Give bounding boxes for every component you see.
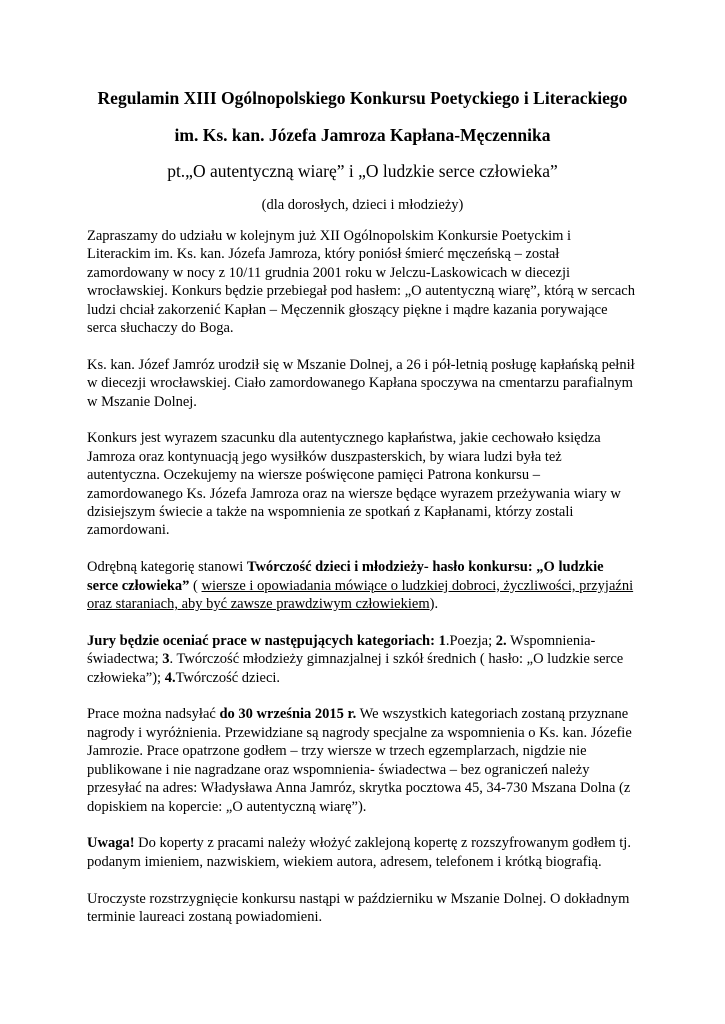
text-span: Odrębną kategorię stanowi: [87, 559, 247, 576]
document-title-patron: im. Ks. kan. Józefa Jamroza Kapłana-Męczennika: [174, 125, 551, 145]
text-span: ).: [429, 596, 439, 613]
document-title: Regulamin XIII Ogólnopolskiego Konkursu Poetyckiego i Literackiego: [97, 88, 628, 108]
text-span: Prace można nadsyłać: [87, 706, 220, 723]
paragraph-patron-bio: Ks. kan. Józef Jamróz urodził się w Mszanie Dolnej, a 26 i pół-letnią posługę kapłańską pełnił w diecezji wrocławskiej. Ciało zamordowanego Kapłana spoczywa na cmentarzu parafialnym w Mszanie Dolnej.: [87, 356, 635, 410]
attention-label: Uwaga!: [87, 835, 135, 852]
bold-span: 3: [162, 651, 170, 668]
document-body: [87, 227, 635, 945]
document-subtitle: pt.„O autentyczną wiarę” i „O ludzkie serce człowieka”: [167, 161, 558, 181]
text-span: Wspomnienia- świadectwa;: [87, 632, 596, 668]
bold-span: Jury będzie oceniać prace w następujących kategoriach: 1: [87, 632, 446, 649]
deadline: do 30 września 2015 r.: [219, 706, 357, 723]
paragraph-purpose: Konkurs jest wyrazem szacunku dla autentycznego kapłaństwa, jakie cechowało księdza Jamroza oraz kontynuacją jego wysiłków duszpasterskich, by wiara ludzi była też autentyczna. Oczekujemy na wiersze poświęcone pamięci Patrona konkursu – zamordowanego Ks. Józefa Jamroza oraz na wiersze będące wyrazem przeżywania wiary w dzisiejszym świecie a także na wspomnienia ze spotkań z Kapłanami, którzy zostali zamordowani.: [87, 430, 621, 539]
text-span: We wszystkich kategoriach zostaną przyznane nagrody i wyróżnienia. Przewidziane są nagrody specjalne za wspomnienia o Ks. kan. Józefie Jamrozie. Prace opatrzone godłem – trzy wiersze w trzech egzemplarzach, nigdzie nie publikowane i nie nagradzane oraz wspomnienia- świadectwa – bez ograniczeń należy przesyłać na adres: Władysława Anna Jamróz, skrytka pocztowa 45, 34-730 Mszana Dolna (z dopiskiem na kopercie: „O autentyczną wiarę”).: [87, 706, 632, 815]
text-span: . Twórczość młodzieży gimnazjalnej i szkół średnich ( hasło: „O ludzkie serce człowieka”);: [87, 651, 624, 686]
text-span: .Poezja;: [445, 632, 496, 649]
paragraph-jury-categories: [87, 632, 635, 687]
bold-span: 4.: [164, 669, 176, 686]
paragraph-invitation: Zapraszamy do udziału w kolejnym już XII Ogólnopolskim Konkursie Poetyckim i Literackim im. Ks. kan. Józefa Jamroza, który poniósł śmierć męczeńską – został zamordowany w nocy z 10/11 grudnia 2001 roku w Jelczu-Laskowicach w diecezji wrocławskiej. Konkurs będzie przebiegał pod hasłem: „O autentyczną wiarę”, którą w sercach ludzi chciał zakorzenić Kapłan – Męczennik głoszący piękne i mądre kazania porywające serca słuchaczy do Boga.: [87, 228, 635, 337]
text-span: Do koperty z pracami należy włożyć zaklejoną kopertę z rozszyfrowanym godłem tj. podanym imieniem, nazwiskiem, wiekiem autora, adresem, telefonem i krótką biografią.: [87, 835, 631, 870]
audience-note: (dla dorosłych, dzieci i młodzieży): [261, 197, 464, 213]
paragraph-attention: [87, 834, 635, 871]
paragraph-ceremony: Uroczyste rozstrzygnięcie konkursu nastąpi w październiku w Mszanie Dolnej. O dokładnym terminie laureaci zostaną powiadomieni.: [87, 890, 630, 925]
underlined-span: wiersze i opowiadania mówiące o ludzkiej dobroci, życzliwości, przyjaźni oraz staraniach, aby być zawsze prawdziwym człowiekiem: [87, 577, 634, 613]
text-span: Twórczość dzieci.: [175, 669, 281, 686]
paragraph-youth-category: [87, 558, 635, 613]
bold-span: Twórczość dzieci i młodzieży- hasło konkursu: „O ludzkie serce człowieka”: [87, 559, 604, 594]
text-span: (: [189, 577, 202, 594]
paragraph-submission: [87, 705, 635, 815]
bold-span: 2.: [495, 632, 507, 649]
